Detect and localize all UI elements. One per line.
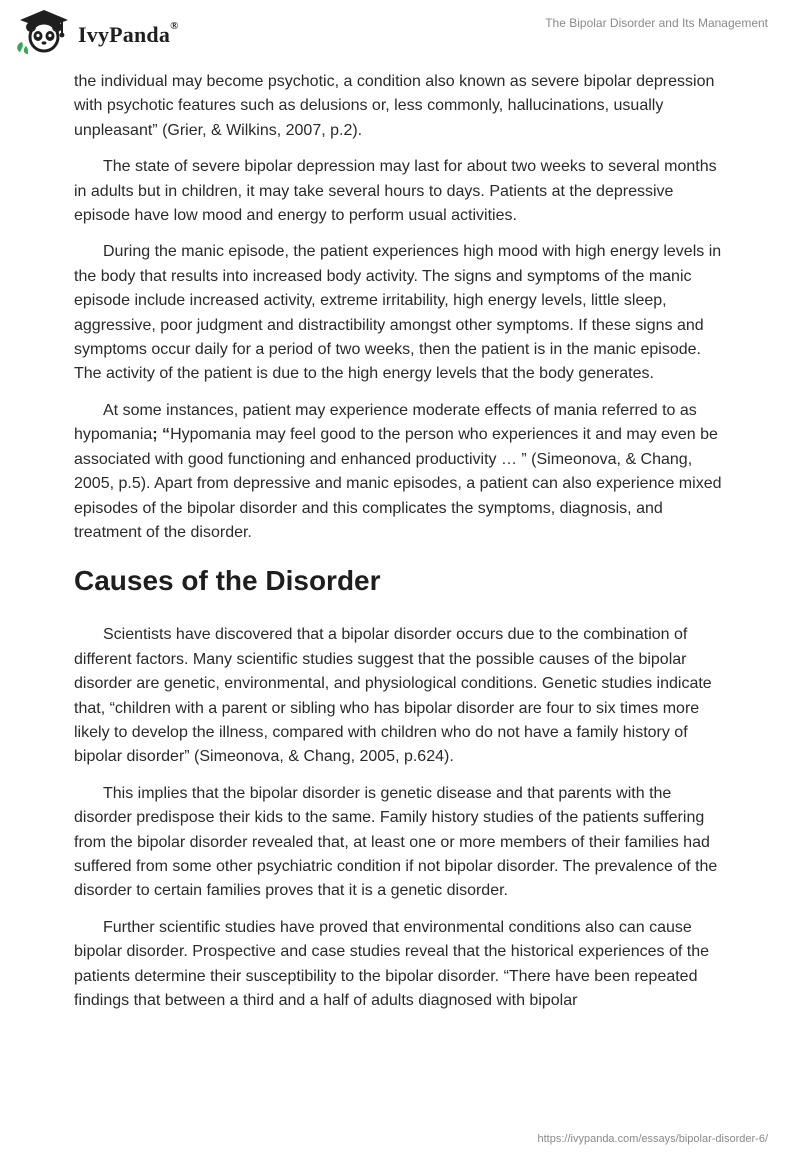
- paragraph-4-quote: Hypomania may feel good to the person who experiences it and may even be associated with good functioning and enhanced productivity … ” (Simeonova, & Chang, 2005, p.5). Apart from depressive and manic episodes, a patient can also experience mixed episodes of the bipolar disorder and this complicates the symptoms, diagnosis, and treatment of the disorder.: [74, 426, 722, 541]
- paragraph-5: Scientists have discovered that a bipolar disorder occurs due to the combination of different factors. Many scientific studies suggest that the possible causes of the bipolar disorder are genetic, environmental, and physiological conditions. Genetic studies indicate that, “children with a parent or sibling who has bipolar disorder are four to six times more likely to develop the illness, compared with children who do not have a family history of bipolar disorder” (Simeonova, & Chang, 2005, p.624).: [74, 626, 712, 766]
- paragraph-7: Further scientific studies have proved that environmental conditions also can cause bipolar disorder. Prospective and case studies reveal that the historical experiences of the patients determine their susceptibility to the bipolar disorder. “There have been repeated findings that between a third and a half of adults diagnosed with bipolar: [74, 918, 710, 1009]
- source-url[interactable]: https://ivypanda.com/essays/bipolar-disorder-6/: [537, 1133, 768, 1145]
- paragraph-3: During the manic episode, the patient experiences high mood with high energy levels in the body that results into increased body activity. The signs and symptoms of the manic episode include increased activity, extreme irritability, high energy levels, little sleep, aggressive, poor judgment and distractibility amongst other symptoms. If these signs and symptoms occur daily for a period of two weeks, then the patient is in the manic episode. The activity of the patient is due to the high energy levels that the body generates.: [74, 243, 722, 383]
- section-heading: Causes of the Disorder: [74, 565, 381, 597]
- paragraph-6: This implies that the bipolar disorder is genetic disease and that parents with the disorder predispose their kids to the same. Family history studies of the patients suffering from the bipolar disorder revealed that, at least one or more members of their families had suffered from some other psychiatric condition if not bipolar disorder. The prevalence of the disorder to certain families proves that it is a genetic disorder.: [74, 784, 718, 900]
- brand-name: IvyPanda®: [78, 20, 179, 47]
- paragraph-4: [74, 399, 724, 545]
- essay-content: [74, 70, 724, 1025]
- paragraph-4-bold-punct: ; “: [152, 426, 171, 444]
- paragraph-1: the individual may become psychotic, a condition also known as severe bipolar depression with psychotic features such as delusions or, less commonly, hallucinations, usually unpleasant” (Grier, & Wilkins, 2007, p.2).: [74, 73, 715, 139]
- page-header: [0, 0, 800, 70]
- paragraph-4-start: At some instances, patient may experience moderate effects of mania referred to as hypomania: [74, 401, 697, 444]
- document-title: The Bipolar Disorder and Its Management: [545, 16, 768, 30]
- panda-graduate-icon: [16, 8, 72, 54]
- ivypanda-logo[interactable]: [16, 8, 216, 58]
- paragraph-2: The state of severe bipolar depression may last for about two weeks to several months in adults but in children, it may take several hours to days. Patients at the depressive episode have low mood and energy to perform usual activities.: [74, 158, 717, 225]
